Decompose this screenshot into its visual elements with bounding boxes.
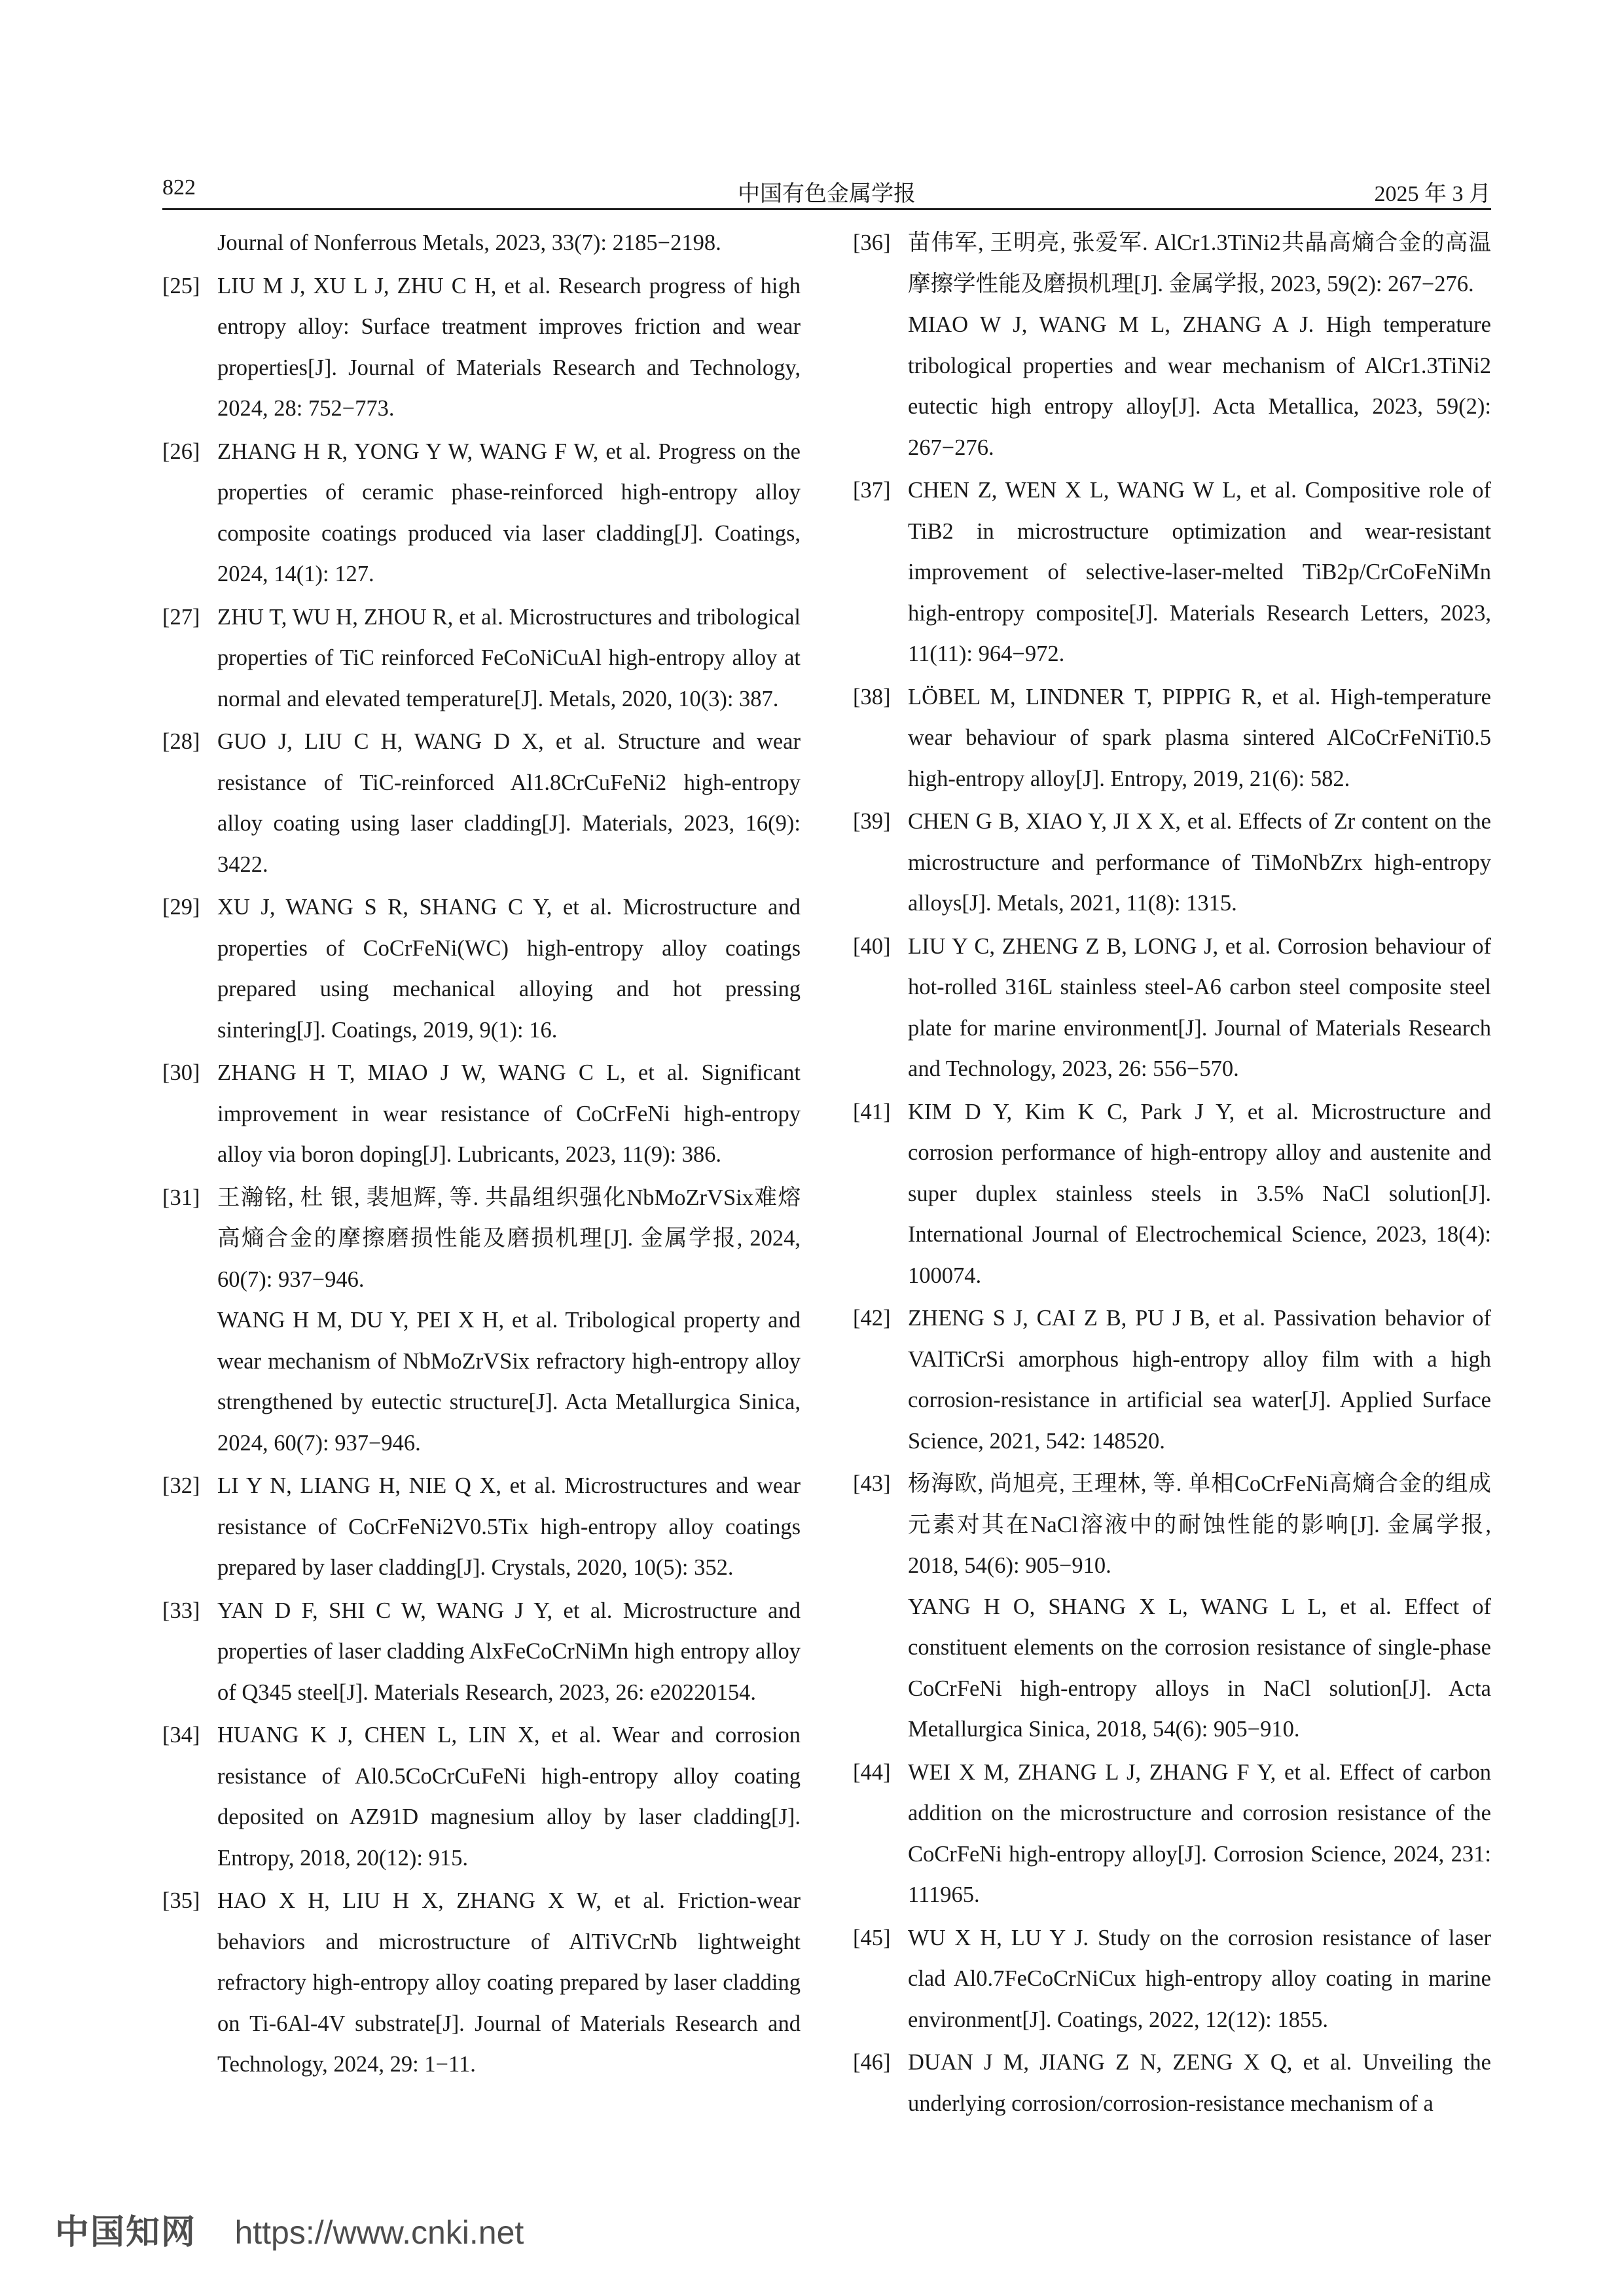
reference-text: HUANG K J, CHEN L, LIN X, et al. Wear and corrosion resistance of Al0.5CoCrCuFeNi high-entropy alloy coating deposited on AZ91D magnesium alloy by laser cladding[J]. Entropy, 2018, 20(12): 915. xyxy=(217,1723,801,1871)
reference-number: [43] xyxy=(853,1471,891,1496)
reference-number: [31] xyxy=(162,1185,200,1210)
reference-number: [41] xyxy=(853,1099,891,1124)
reference-number: [25] xyxy=(162,273,200,298)
reference-number: [32] xyxy=(162,1473,200,1498)
reference-entry xyxy=(162,266,801,429)
reference-translation: YANG H O, SHANG X L, WANG L L, et al. Effect of constituent elements on the corrosion resistance of single-phase CoCrFeNi high-entropy alloys in NaCl solution[J]. Acta Metallurgica Sinica, 2018, 54(6): 905−910. xyxy=(908,1594,1491,1742)
reference-entry xyxy=(853,1463,1491,1750)
reference-text: 杨海欧, 尚旭亮, 王理林, 等. 单相CoCrFeNi高熵合金的组成元素对其在NaCl溶液中的耐蚀性能的影响[J]. 金属学报, 2018, 54(6): 905−910. xyxy=(908,1471,1491,1578)
reference-entry xyxy=(162,223,801,264)
reference-text: ZHENG S J, CAI Z B, PU J B, et al. Passivation behavior of VAlTiCrSi amorphous high-entropy alloy film with a high corrosion-resistance in artificial sea water[J]. Applied Surface Science, 2021, 542: 148520. xyxy=(908,1306,1491,1454)
reference-entry xyxy=(853,677,1491,800)
reference-text: YAN D F, SHI C W, WANG J Y, et al. Microstructure and properties of laser cladding AlxFeCoCrNiMn high entropy alloy of Q345 steel[J]. Materials Research, 2023, 26: e20220154. xyxy=(217,1598,801,1705)
reference-number: [29] xyxy=(162,895,200,920)
reference-entry xyxy=(162,597,801,720)
reference-number: [36] xyxy=(853,230,891,255)
reference-entry xyxy=(162,721,801,885)
reference-number: [39] xyxy=(853,809,891,834)
reference-text: 王瀚铭, 杜 银, 裴旭辉, 等. 共晶组织强化NbMoZrVSix难熔高熵合金的摩擦磨损性能及磨损机理[J]. 金属学报, 2024, 60(7): 937−946. xyxy=(217,1185,801,1292)
page-header xyxy=(162,175,1491,209)
issue-date: 2025 年 3 月 xyxy=(1374,182,1491,206)
reference-text: GUO J, LIU C H, WANG D X, et al. Structure and wear resistance of TiC-reinforced Al1.8CrCuFeNi2 high-entropy alloy coating using laser cladding[J]. Materials, 2023, 16(9): 3422. xyxy=(217,729,801,877)
reference-number: [45] xyxy=(853,1925,891,1950)
reference-entry xyxy=(853,801,1491,924)
reference-text: ZHANG H R, YONG Y W, WANG F W, et al. Progress on the properties of ceramic phase-reinforced high-entropy alloy composite coatings produced via laser cladding[J]. Coatings, 2024, 14(1): 127. xyxy=(217,439,801,586)
reference-number: [42] xyxy=(853,1306,891,1331)
reference-text: CHEN Z, WEN X L, WANG W L, et al. Compositive role of TiB2 in microstructure optimization and wear-resistant improvement of selective-laser-melted TiB2p/CrCoFeNiMn high-entropy composite[J]. Materials Research Letters, 2023, 11(11): 964−972. xyxy=(908,478,1491,666)
references-right-column xyxy=(853,223,1491,2126)
reference-entry xyxy=(853,2042,1491,2124)
reference-number: [38] xyxy=(853,684,891,709)
reference-number: [26] xyxy=(162,439,200,464)
reference-text: 苗伟军, 王明亮, 张爱军. AlCr1.3TiNi2共晶高熵合金的高温摩擦学性能及磨损机理[J]. 金属学报, 2023, 59(2): 267−276. xyxy=(908,230,1491,296)
reference-number: [27] xyxy=(162,604,200,630)
reference-text: KIM D Y, Kim K C, Park J Y, et al. Microstructure and corrosion performance of high-entropy alloy and austenite and super duplex stainless steels in 3.5% NaCl solution[J]. International Journal of Electrochemical Science, 2023, 18(4): 100074. xyxy=(908,1099,1491,1288)
journal-title: 中国有色金属学报 xyxy=(738,182,916,206)
reference-text: HAO X H, LIU H X, ZHANG X W, et al. Friction-wear behaviors and microstructure of AlTiVCrNb lightweight refractory high-entropy alloy coating prepared by laser cladding on Ti-6Al-4V substrate[J]. Journal of Materials Research and Technology, 2024, 29: 1−11. xyxy=(217,1888,801,2077)
reference-entry xyxy=(162,1880,801,2085)
header-rule xyxy=(162,208,1491,210)
reference-text: DUAN J M, JIANG Z N, ZENG X Q, et al. Unveiling the underlying corrosion/corrosion-resistance mechanism of a xyxy=(908,2050,1491,2116)
reference-translation: MIAO W J, WANG M L, ZHANG A J. High temperature tribological properties and wear mechanism of AlCr1.3TiNi2 eutectic high entropy alloy[J]. Acta Metallica, 2023, 59(2): 267−276. xyxy=(908,312,1491,460)
reference-translation: WANG H M, DU Y, PEI X H, et al. Tribological property and wear mechanism of NbMoZrVSix refractory high-entropy alloy strengthened by eutectic structure[J]. Acta Metallurgica Sinica, 2024, 60(7): 937−946. xyxy=(217,1308,801,1456)
reference-number: [44] xyxy=(853,1759,891,1785)
reference-text: WEI X M, ZHANG L J, ZHANG F Y, et al. Effect of carbon addition on the microstructure and corrosion resistance of the CoCrFeNi high-entropy alloy[J]. Corrosion Science, 2024, 231: 111965. xyxy=(908,1759,1491,1907)
reference-entry xyxy=(853,1092,1491,1297)
reference-entry xyxy=(853,1752,1491,1916)
reference-entry xyxy=(853,926,1491,1090)
reference-text: XU J, WANG S R, SHANG C Y, et al. Microstructure and properties of CoCrFeNi(WC) high-entropy alloy coatings prepared using mechanical alloying and hot pressing sintering[J]. Coatings, 2019, 9(1): 16. xyxy=(217,895,801,1043)
reference-text: WU X H, LU Y J. Study on the corrosion resistance of laser clad Al0.7FeCoCrNiCux high-entropy alloy coating in marine environment[J]. Coatings, 2022, 12(12): 1855. xyxy=(908,1925,1491,2032)
reference-entry xyxy=(853,1298,1491,1462)
reference-text: LI Y N, LIANG H, NIE Q X, et al. Microstructures and wear resistance of CoCrFeNi2V0.5Tix high-entropy alloy coatings prepared by laser cladding[J]. Crystals, 2020, 10(5): 352. xyxy=(217,1473,801,1580)
reference-entry xyxy=(162,1590,801,1713)
reference-entry xyxy=(162,1465,801,1588)
reference-number: [37] xyxy=(853,478,891,503)
reference-number: [28] xyxy=(162,729,200,754)
reference-entry xyxy=(853,1918,1491,2041)
references-left-column xyxy=(162,223,801,2087)
page-number: 822 xyxy=(162,175,196,200)
reference-number: [33] xyxy=(162,1598,200,1623)
reference-number: [35] xyxy=(162,1888,200,1913)
reference-number: [30] xyxy=(162,1060,200,1085)
cnki-url[interactable]: https://www.cnki.net xyxy=(234,2214,524,2251)
reference-entry xyxy=(162,431,801,595)
reference-number: [46] xyxy=(853,2050,891,2075)
reference-text: Journal of Nonferrous Metals, 2023, 33(7): 2185−2198. xyxy=(217,230,721,255)
reference-entry xyxy=(162,1052,801,1175)
reference-text: CHEN G B, XIAO Y, JI X X, et al. Effects of Zr content on the microstructure and performance of TiMoNbZrx high-entropy alloys[J]. Metals, 2021, 11(8): 1315. xyxy=(908,809,1491,916)
reference-text: LIU M J, XU L J, ZHU C H, et al. Research progress of high entropy alloy: Surface treatment improves friction and wear properties[J]. Journal of Materials Research and Technology, 2024, 28: 752−773. xyxy=(217,273,801,421)
reference-entry xyxy=(853,223,1491,468)
reference-text: ZHU T, WU H, ZHOU R, et al. Microstructures and tribological properties of TiC reinforced FeCoNiCuAl high-entropy alloy at normal and elevated temperature[J]. Metals, 2020, 10(3): 387. xyxy=(217,604,801,711)
reference-entry xyxy=(162,1177,801,1464)
reference-entry xyxy=(162,887,801,1050)
reference-number: [40] xyxy=(853,933,891,959)
reference-text: LIU Y C, ZHENG Z B, LONG J, et al. Corrosion behaviour of hot-rolled 316L stainless steel-A6 carbon steel composite steel plate for marine environment[J]. Journal of Materials Research and Technology, 2023, 26: 556−570. xyxy=(908,933,1491,1081)
reference-text: ZHANG H T, MIAO J W, WANG C L, et al. Significant improvement in wear resistance of CoCrFeNi high-entropy alloy via boron doping[J]. Lubricants, 2023, 11(9): 386. xyxy=(217,1060,801,1167)
reference-text: LÖBEL M, LINDNER T, PIPPIG R, et al. High-temperature wear behaviour of spark plasma sintered AlCoCrFeNiTi0.5 high-entropy alloy[J]. Entropy, 2019, 21(6): 582. xyxy=(908,684,1491,791)
reference-number: [34] xyxy=(162,1723,200,1748)
reference-entry xyxy=(853,470,1491,675)
watermark-footer xyxy=(55,2204,524,2253)
reference-entry xyxy=(162,1715,801,1878)
cnki-brand: 中国知网 xyxy=(55,2214,197,2251)
